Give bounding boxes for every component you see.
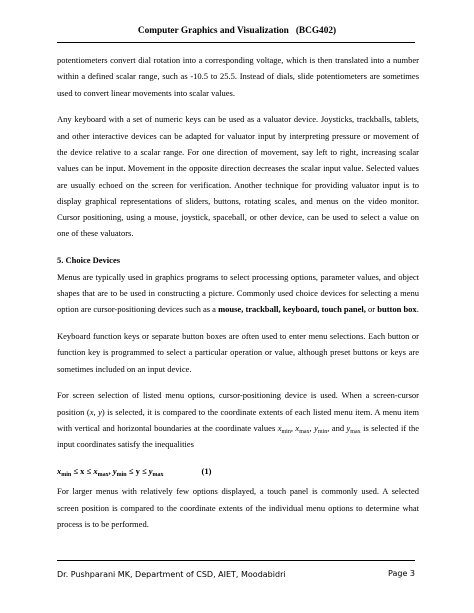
screen-selection-text-b: ) is selected, it is compared to the coordinate extents of each listed menu item. A menu item with vertical and horizontal boundaries at the coordinate values xyxy=(57,406,420,433)
paragraph-menus xyxy=(57,269,419,318)
paragraph-screen-selection xyxy=(57,387,419,452)
var-xmin: x xyxy=(277,422,282,433)
formula-rel: ≤ y ≤ xyxy=(126,466,149,477)
sub-max: max xyxy=(299,428,310,435)
sep: , xyxy=(309,422,315,433)
section-heading-choice-devices: 5. Choice Devices xyxy=(57,255,121,266)
header-course-code: (BCG402) xyxy=(295,26,337,36)
var-xmax: x xyxy=(295,422,300,433)
formula-rel: ≤ x ≤ xyxy=(71,466,94,477)
var-ymin: y xyxy=(314,422,318,433)
var-x: x xyxy=(89,406,94,417)
paragraph-potentiometers: potentiometers convert dial rotation into a corresponding voltage, which is then translated into a number within a defined scalar range, such as -10.5 to 25.5. Instead of dials, slide potentiometers are sometimes used to convert linear movements into scalar values. xyxy=(57,55,419,98)
menus-devices-bold: mouse, trackball, keyboard, touch panel, xyxy=(218,304,366,315)
paragraph-function-keys: Keyboard function keys or separate button boxes are often used to enter menu selections. Each button or function key is programmed to select a particular operation or value, although preset buttons or keys are sometimes included on an input device. xyxy=(57,330,419,374)
paragraph-touch-panel: For larger menus with relatively few options displayed, a touch panel is commonly used. A selected screen position is compared to the coordinate extents of the individual menu options to determine what process is to be performed. xyxy=(57,486,419,529)
page-header xyxy=(0,25,474,37)
formula-x: x xyxy=(57,466,62,477)
sub-max: max xyxy=(350,428,361,435)
menus-text: Menus are typically used in graphics programs to select processing options, parameter values, and object shapes that are to be used in constructing a picture. Commonly used choice devices for selecting a menu option are cursor-positioning devices such as a xyxy=(57,271,419,315)
footer-divider xyxy=(57,560,415,561)
var-ymax: y xyxy=(346,422,351,433)
header-title: Computer Graphics and Visualization xyxy=(137,26,289,36)
formula-y: y xyxy=(148,466,153,477)
paragraph-valuator-keyboard: Any keyboard with a set of numeric keys can be used as a valuator device. Joysticks, trackballs, tablets, and other interactive devices can be adapted for valuator input by interpreting pressure or movement of the device relative to a scalar range. For one direction of movement, say left to right, increasing scalar values can be input. Movement in the opposite direction decreases the scalar input value. Selected values are usually echoed on the screen for verification. Another technique for providing valuator input is to display graphical representations of sliders, buttons, rotating scales, and menus on the video monitor. Cursor positioning, using a mouse, joystick, spaceball, or other device, can be used to select a value on one of these valuators. xyxy=(57,114,419,239)
sub-min: min xyxy=(281,428,291,435)
footer-page-number: Page 3 xyxy=(388,569,415,578)
var-y: y xyxy=(98,406,102,417)
formula-sub: min xyxy=(116,472,127,479)
formula-sub: max xyxy=(97,472,109,479)
menus-button-box-bold: button box xyxy=(377,304,417,315)
screen-selection-text-c: is selected if the input coordinates satisfy the inequalities xyxy=(57,422,420,450)
formula-sub: min xyxy=(61,472,72,479)
sep: , xyxy=(290,422,296,433)
footer-author: Dr. Pushparani MK, Department of CSD, AIET, Moodabidri xyxy=(57,570,286,579)
formula-x: x xyxy=(93,466,98,477)
menus-end: . xyxy=(416,304,419,315)
page-content xyxy=(57,52,419,543)
formula-y: y xyxy=(112,466,117,477)
inequality-formula xyxy=(57,463,419,479)
formula-sub: max xyxy=(152,472,164,479)
and: , and xyxy=(327,422,347,433)
screen-selection-text-a: For screen selection of listed menu options, cursor-positioning device is used. When a screen-cursor position ( xyxy=(57,390,419,417)
sub-min: min xyxy=(317,428,328,435)
menus-or: or xyxy=(365,304,378,315)
formula-gap: , xyxy=(108,466,113,477)
comma: , xyxy=(93,406,99,417)
equation-number: (1) xyxy=(201,466,212,477)
header-divider xyxy=(57,42,415,43)
